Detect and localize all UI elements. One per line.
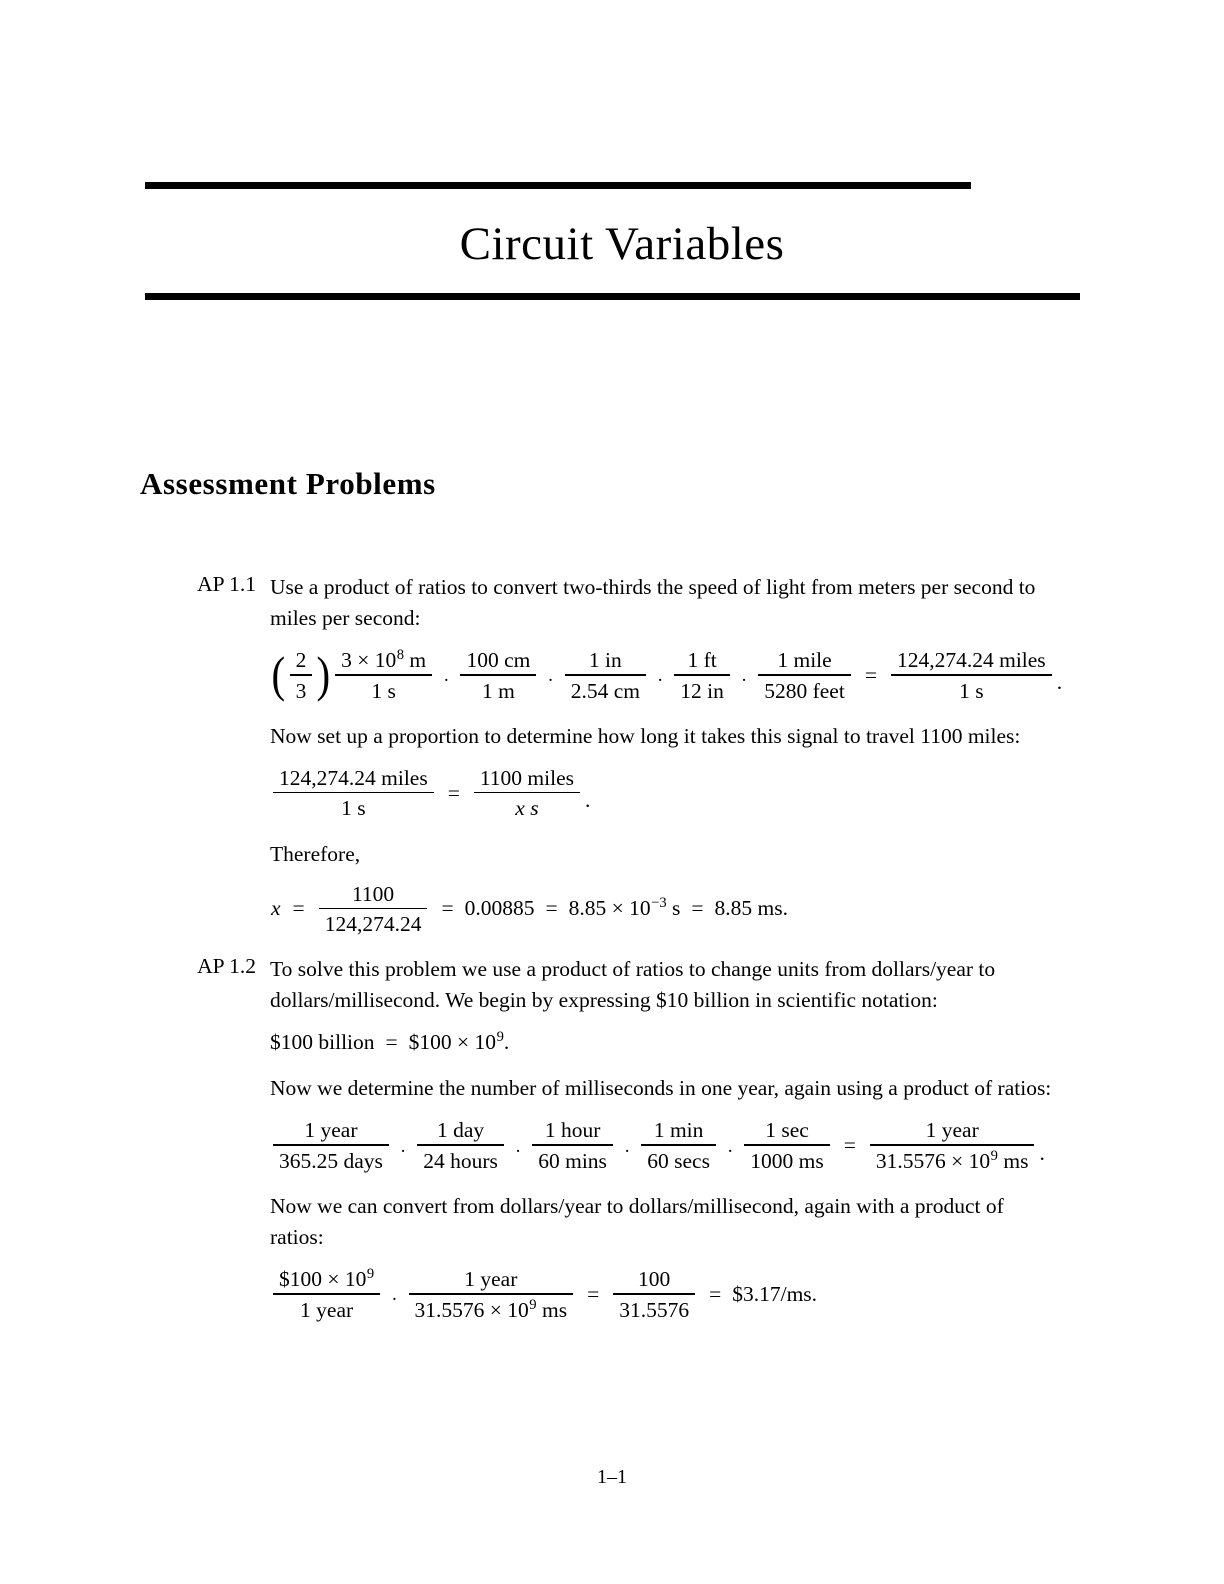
dollars-billion-label: $100 billion	[270, 1030, 375, 1055]
equation-terminator: .	[585, 788, 591, 813]
fraction-denominator: 5280 feet	[764, 678, 845, 703]
fraction-numerator: 1100	[351, 881, 395, 906]
fraction-numerator: 124,274.24 miles	[279, 765, 428, 790]
problem-intro-text: Use a product of ratios to convert two-thirds the speed of light from meters per second to miles per second:	[270, 575, 1036, 630]
fraction-numerator: 124,274.24 miles	[896, 648, 1046, 672]
therefore-text: Therefore,	[270, 841, 361, 866]
fraction-year-per-ms-result	[867, 1118, 1038, 1173]
unit-seconds: s	[666, 896, 681, 921]
equals-sign: =	[441, 896, 454, 921]
left-paren: (	[271, 646, 286, 703]
mantissa: $100 × 10	[408, 1030, 497, 1055]
equation-solve-for-x	[270, 882, 1056, 937]
denominator-unit: ms	[536, 1297, 568, 1322]
equals-sign: =	[292, 896, 305, 921]
fraction-denominator: 1 s	[959, 678, 984, 703]
fraction-denominator: 60 mins	[538, 1148, 607, 1173]
right-paren: )	[316, 646, 331, 703]
dollars-per-ms-text: Now we can convert from dollars/year to dollars/millisecond, again with a product of ratios:	[270, 1194, 1004, 1249]
fraction-numerator: 1 mile	[777, 648, 832, 672]
fraction-numerator: 100 cm	[466, 648, 531, 672]
fraction-day-per-hours	[414, 1118, 507, 1173]
fraction-in-per-cm	[562, 648, 649, 703]
fraction-denominator: 12 in	[680, 678, 724, 703]
fraction-min-per-secs	[638, 1118, 719, 1173]
equals-sign: =	[864, 662, 877, 687]
fraction-simplified	[610, 1267, 698, 1322]
fraction-numerator: 1 ft	[687, 648, 717, 672]
numerator-exponent: 9	[366, 1265, 375, 1282]
equals-sign: =	[709, 1281, 722, 1306]
problem-label: AP 1.1	[197, 572, 256, 596]
equals-sign: =	[385, 1030, 398, 1055]
problem-ap-1-1	[0, 572, 1224, 936]
numerator-exponent: 8	[396, 646, 405, 663]
fraction-numerator	[335, 648, 432, 674]
fraction-denominator: 1 m	[481, 678, 515, 703]
final-result-dollars-per-ms: $3.17/ms.	[732, 1281, 818, 1306]
exponent: −3	[651, 895, 667, 912]
fraction-numerator: 1100 miles	[479, 765, 575, 790]
numerator-base: $100 × 10	[279, 1267, 367, 1291]
decimal-result: 0.00885	[464, 896, 535, 921]
two-thirds-factor	[270, 648, 332, 703]
title-rule-top	[145, 182, 971, 189]
fraction-ft-per-in	[671, 648, 733, 703]
multiplication-dot: ·	[740, 670, 748, 692]
fraction-known-rate	[270, 766, 437, 821]
equals-sign: =	[587, 1281, 600, 1306]
equation-dollars-per-millisecond	[270, 1267, 1056, 1322]
multiplication-dot: ·	[514, 1140, 522, 1162]
fraction-sec-per-ms	[741, 1118, 832, 1173]
fraction-numerator	[273, 1267, 380, 1293]
fraction-light-speed	[332, 648, 435, 703]
fraction-numerator: 1 year	[304, 1118, 358, 1143]
problem-label: AP 1.2	[197, 954, 256, 979]
fraction-unknown-rate	[471, 766, 583, 821]
multiplication-dot: ·	[623, 1140, 631, 1162]
equation-speed-of-light-conversion	[270, 646, 1063, 703]
equation-milliseconds-per-year	[270, 1118, 1056, 1173]
equation-proportion	[270, 766, 1056, 821]
page-number: 1–1	[597, 1466, 627, 1488]
denominator-exponent: 9	[529, 1296, 537, 1313]
title-rule-bottom	[145, 293, 1080, 300]
fraction-mile-per-feet	[755, 648, 854, 703]
fraction-year-per-ms	[406, 1267, 577, 1322]
mantissa: 8.85 × 10	[568, 896, 651, 921]
fraction-x-value	[316, 882, 431, 937]
equation-terminator: .	[503, 1030, 510, 1055]
fraction-denominator: 124,274.24	[324, 912, 422, 937]
fraction-denominator: 1000 ms	[750, 1148, 824, 1173]
fraction-numerator: 1 min	[653, 1118, 704, 1143]
fraction-denominator	[409, 1295, 574, 1322]
fraction-denominator: 2.54 cm	[570, 678, 640, 703]
fraction-denominator: 1 s	[371, 678, 396, 703]
fraction-denominator	[870, 1146, 1035, 1173]
fraction-numerator: 1 year	[464, 1267, 518, 1291]
fraction-cm-per-m	[457, 648, 539, 703]
fraction-numerator: 100	[638, 1267, 671, 1291]
fraction-numerator: 2	[295, 648, 307, 672]
equals-sign: =	[691, 896, 704, 921]
multiplication-dot: ·	[443, 670, 450, 692]
fraction-two-thirds	[287, 648, 316, 703]
problem-ap-1-2	[0, 954, 1224, 1322]
equation-billion-scientific-notation	[270, 1030, 1056, 1055]
scientific-notation-value	[409, 1030, 510, 1055]
proportion-setup-text: Now set up a proportion to determine how long it takes this signal to travel 1100 miles:	[270, 723, 1021, 748]
milliseconds-per-year-text: Now we determine the number of milliseconds in one year, again using a product of ratios:	[270, 1076, 1052, 1101]
numerator-unit: m	[404, 648, 427, 672]
page-footer	[0, 1466, 1224, 1489]
fraction-denominator: 365.25 days	[279, 1148, 383, 1173]
equals-sign: =	[843, 1133, 856, 1158]
denominator-unit: ms	[997, 1148, 1029, 1173]
fraction-numerator: 1 in	[588, 648, 622, 672]
multiplication-dot: ·	[726, 1140, 734, 1162]
fraction-numerator: 1 hour	[544, 1118, 601, 1143]
chapter-title-block	[0, 182, 1224, 300]
equals-sign: =	[447, 780, 460, 805]
fraction-denominator: 3	[295, 678, 307, 703]
denominator-base: 31.5576 × 10	[414, 1297, 529, 1322]
fraction-numerator: 1 day	[436, 1118, 485, 1143]
exponent: 9	[496, 1029, 504, 1046]
multiplication-dot: ·	[656, 670, 664, 692]
problem-intro-text: To solve this problem we use a product of ratios to change units from dollars/year to dollars/millisecond. We begin by expressing $10 billion in scientific notation:	[270, 957, 996, 1013]
fraction-result-miles-per-second	[888, 648, 1055, 703]
scientific-notation-result	[569, 896, 681, 921]
multiplication-dot: ·	[547, 670, 554, 692]
fraction-denominator: 24 hours	[423, 1148, 498, 1173]
equals-sign: =	[545, 896, 558, 921]
denominator-exponent: 9	[990, 1147, 998, 1164]
denominator-base: 31.5576 × 10	[875, 1148, 991, 1173]
numerator-base: 3 × 10	[341, 648, 397, 672]
fraction-denominator: 1 year	[300, 1297, 354, 1322]
equation-terminator: .	[1039, 1140, 1045, 1165]
multiplication-dot: ·	[391, 1289, 398, 1311]
final-result-ms: 8.85 ms.	[714, 896, 789, 921]
assessment-problems-list	[0, 572, 1224, 1340]
fraction-hour-per-mins	[529, 1118, 616, 1173]
variable-x: x	[271, 896, 281, 921]
equation-terminator: .	[1056, 670, 1063, 695]
fraction-denominator: 31.5576	[619, 1297, 690, 1322]
fraction-dollars-per-year	[270, 1267, 383, 1322]
multiplication-dot: ·	[399, 1140, 407, 1162]
fraction-year-per-days	[270, 1118, 392, 1173]
fraction-denominator: 1 s	[341, 796, 366, 821]
fraction-denominator: x s	[515, 796, 539, 821]
fraction-numerator: 1 sec	[765, 1118, 809, 1143]
fraction-numerator: 1 year	[925, 1118, 979, 1143]
fraction-denominator: 60 secs	[647, 1148, 710, 1173]
section-heading: Assessment Problems	[140, 466, 436, 501]
page-title: Circuit Variables	[459, 218, 785, 270]
